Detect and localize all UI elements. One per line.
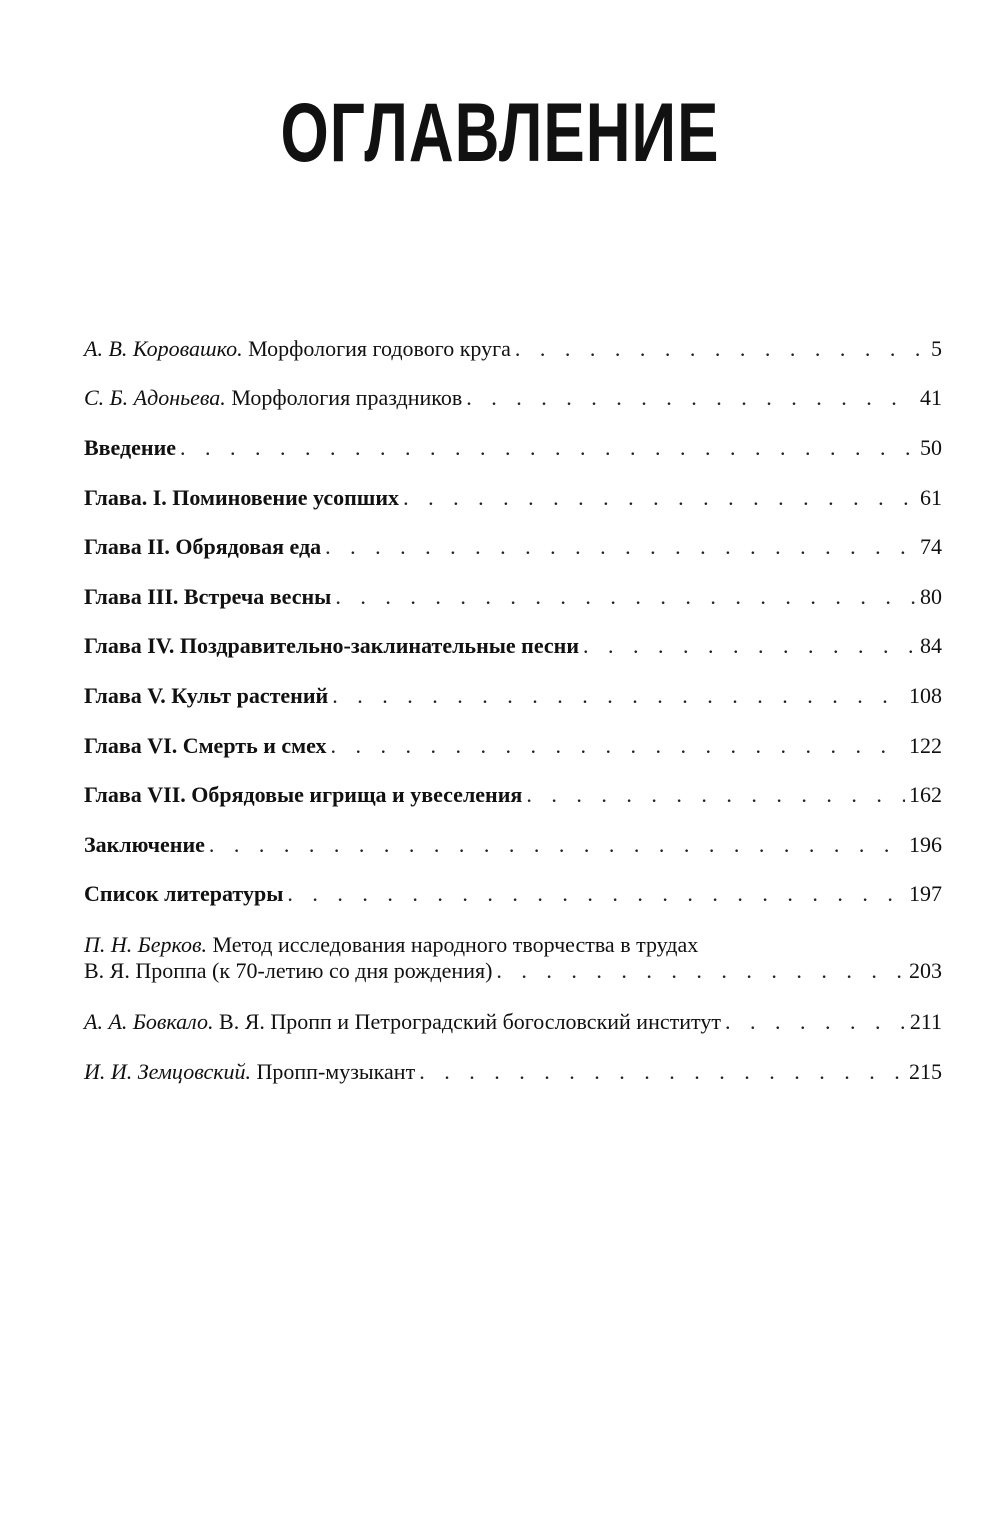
- entry-title: Глава VI. Смерть и смех: [84, 733, 327, 758]
- entry-page-number: 50: [920, 435, 942, 460]
- entry-page-number: 5: [931, 336, 942, 361]
- entry-title: Глава II. Обрядовая еда: [84, 534, 322, 559]
- entry-title: Морфология годового круга: [248, 336, 511, 361]
- toc-entry-chapter-7[interactable]: [84, 782, 942, 808]
- entry-title: Морфология праздников: [231, 385, 463, 410]
- toc-entry-zemtsovsky[interactable]: [84, 1059, 942, 1085]
- toc-entry-chapter-6[interactable]: [84, 733, 942, 759]
- toc-entry-conclusion[interactable]: [84, 832, 942, 858]
- entry-author: П. Н. Берков.: [84, 932, 208, 957]
- entry-title: В. Я. Пропп и Петроградский богословский институт: [219, 1009, 721, 1034]
- entry-title: Глава. I. Поминовение усопших: [84, 485, 400, 510]
- entry-author: А. А. Бовкало.: [84, 1009, 214, 1034]
- entry-title: Пропп-музыкант: [256, 1059, 416, 1084]
- toc-entry-chapter-1[interactable]: [84, 485, 942, 511]
- entry-title: Заключение: [84, 832, 205, 857]
- page-title: ОГЛАВЛЕНИЕ: [280, 86, 720, 180]
- dot-leader: [496, 958, 905, 984]
- toc-entry-chapter-3[interactable]: [84, 584, 942, 610]
- toc-entry-korovashko[interactable]: [84, 336, 942, 362]
- toc-entry-berkov[interactable]: [84, 932, 942, 984]
- entry-title: Глава IV. Поздравительно-заклинательные песни: [84, 633, 580, 658]
- entry-page-number: 196: [909, 832, 942, 857]
- entry-author: С. Б. Адоньева.: [84, 385, 226, 410]
- entry-page-number: 61: [920, 485, 942, 510]
- dot-leader: [209, 832, 905, 858]
- entry-page-number: 211: [909, 1009, 942, 1034]
- entry-page-number: 41: [920, 385, 942, 410]
- entry-title-line2: В. Я. Проппа (к 70-летию со дня рождения): [84, 958, 493, 983]
- toc-entry-bovkalo[interactable]: [84, 1009, 942, 1035]
- entry-page-number: 108: [909, 683, 942, 708]
- entry-page-number: 203: [909, 958, 942, 983]
- dot-leader: [330, 733, 905, 759]
- toc-entry-chapter-5[interactable]: [84, 683, 942, 709]
- entry-author: А. В. Коровашко.: [84, 336, 243, 361]
- toc-entry-introduction[interactable]: [84, 435, 942, 461]
- entry-page-number: 215: [909, 1059, 942, 1084]
- toc-entry-chapter-2[interactable]: [84, 534, 942, 560]
- dot-leader: [515, 336, 927, 362]
- dot-leader: [332, 683, 905, 709]
- entry-title: Глава III. Встреча весны: [84, 584, 332, 609]
- dot-leader: [335, 584, 916, 610]
- dot-leader: [287, 881, 905, 907]
- entry-page-number: 162: [909, 782, 942, 807]
- dot-leader: [583, 633, 916, 659]
- entry-page-number: 74: [920, 534, 942, 559]
- entry-page-number: 197: [909, 881, 942, 906]
- dot-leader: [466, 385, 916, 411]
- dot-leader: [725, 1009, 906, 1035]
- toc-entry-bibliography[interactable]: [84, 881, 942, 907]
- dot-leader: [419, 1059, 905, 1085]
- entry-title: Введение: [84, 435, 177, 460]
- entry-page-number: 122: [909, 733, 942, 758]
- entry-title: Список литературы: [84, 881, 284, 906]
- dot-leader: [325, 534, 916, 560]
- toc-entry-adoneva[interactable]: [84, 385, 942, 411]
- entry-title: Глава V. Культ растений: [84, 683, 329, 708]
- dot-leader: [526, 782, 905, 808]
- dot-leader: [180, 435, 916, 461]
- entry-page-number: 84: [920, 633, 942, 658]
- toc-entry-chapter-4[interactable]: [84, 633, 942, 659]
- entry-page-number: 80: [920, 584, 942, 609]
- dot-leader: [403, 485, 916, 511]
- entry-title-line1: Метод исследования народного творчества в трудах: [212, 932, 699, 957]
- entry-title: Глава VII. Обрядовые игрища и увеселения: [84, 782, 523, 807]
- entry-author: И. И. Земцовский.: [84, 1059, 252, 1084]
